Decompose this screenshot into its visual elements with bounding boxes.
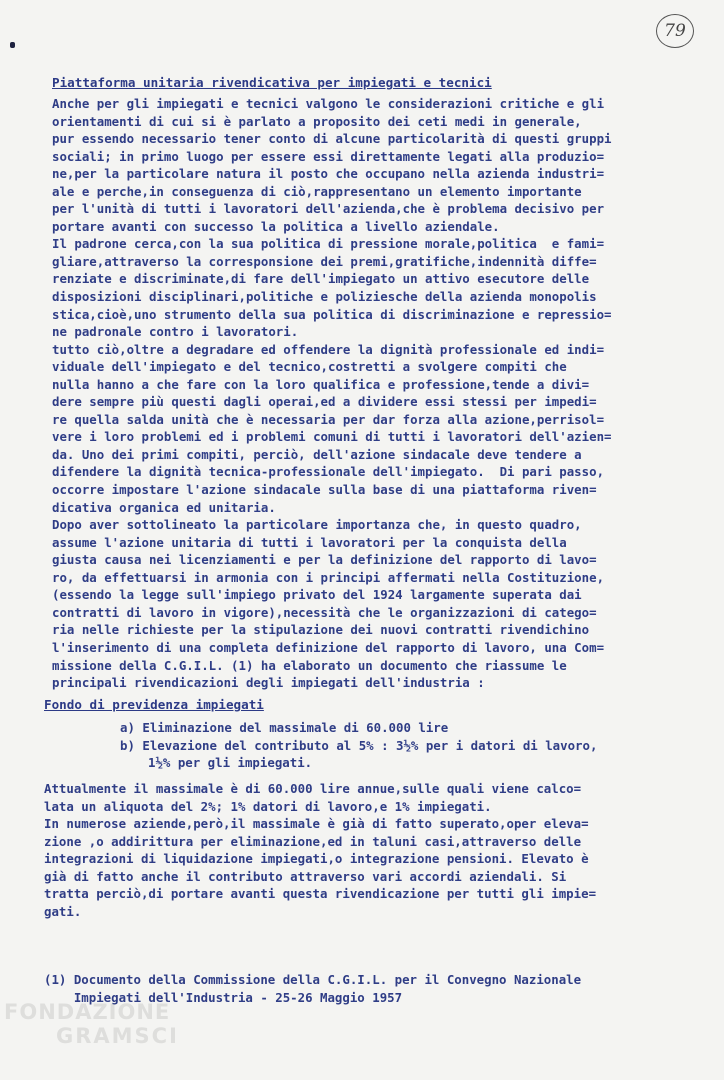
footnote-line: Impiegati dell'Industria - 25-26 Maggio 1957 — [44, 990, 403, 1005]
text-line: ne,per la particolare natura il posto che occupano nella azienda industri= — [52, 166, 605, 182]
text-line: In numerose aziende,però,il massimale è già di fatto superato,oper eleva= — [44, 816, 589, 832]
text-line: missione della C.G.I.L. (1) ha elaborato un documento che riassume le — [52, 657, 567, 673]
text-line: integrazioni di liquidazione impiegati,o integrazione pensioni. Elevato è — [44, 851, 589, 867]
text-line: viduale dell'impiegato e del tecnico,costretti a svolgere compiti che — [52, 359, 567, 375]
text-line: vere i loro problemi ed i problemi comuni di tutti i lavoratori dell'azien= — [52, 429, 612, 445]
text-line: tratta perciò,di portare avanti questa rivendicazione per tutti gli impie= — [44, 886, 597, 902]
list-item: b) Elevazione del contributo al 5% : 3½% per i datori di lavoro, — [120, 737, 598, 753]
text-line: orientamenti di cui si è parlato a proposito dei ceti medi in generale, — [52, 113, 582, 129]
footnote-line: (1) Documento della Commissione della C.G.I.L. per il Convegno Nazionale — [44, 972, 582, 987]
page-number: 79 — [656, 14, 694, 48]
text-line: zione ,o addirittura per eliminazione,ed in taluni casi,attraverso delle — [44, 833, 582, 849]
text-line: Il padrone cerca,con la sua politica di pressione morale,politica e fami= — [52, 236, 605, 252]
text-line: ria nelle richieste per la stipulazione dei nuovi contratti rivendichino — [52, 622, 590, 638]
text-line: per l'unità di tutti i lavoratori dell'azienda,che è problema decisivo per — [52, 201, 605, 217]
text-line: portare avanti con successo la politica a livello aziendale. — [52, 218, 500, 234]
text-line: gliare,attraverso la corresponsione dei premi,gratifiche,indennità diffe= — [52, 253, 597, 269]
text-line: gati. — [44, 903, 82, 919]
text-line: dere sempre più questi dagli operai,ed a dividere essi stessi per impedi= — [52, 394, 597, 410]
text-line: tutto ciò,oltre a degradare ed offendere la dignità professionale ed indi= — [52, 341, 605, 357]
text-line: giusta causa nei licenziamenti e per la definizione del rapporto di lavo= — [52, 552, 597, 568]
text-line: ale e perche,in conseguenza di ciò,rappresentano un elemento importante — [52, 183, 582, 199]
text-line: sociali; in primo luogo per essere essi direttamente legati alla produzio= — [52, 148, 605, 164]
text-line: nulla hanno a che fare con la loro qualifica e professione,tende a divi= — [52, 376, 590, 392]
section-heading: Fondo di previdenza impiegati — [44, 697, 264, 712]
text-line: (essendo la legge sull'impiego privato del 1924 largamente superata dai — [52, 587, 582, 603]
text-line: lata un aliquota del 2%; 1% datori di lavoro,e 1% impiegati. — [44, 798, 492, 814]
ink-mark — [10, 42, 15, 48]
text-line: contratti di lavoro in vigore),necessità che le organizzazioni di catego= — [52, 604, 597, 620]
text-line: Anche per gli impiegati e tecnici valgono le considerazioni critiche e gli — [52, 96, 605, 111]
list-item: a) Eliminazione del massimale di 60.000 lire — [120, 720, 449, 735]
text-line: ne padronale contro i lavoratori. — [52, 324, 299, 340]
text-line: stica,cioè,uno strumento della sua politica di discriminazione e repressio= — [52, 306, 612, 322]
watermark-logo — [4, 1000, 179, 1048]
text-line: disposizioni disciplinari,politiche e poliziesche della azienda monopolis — [52, 289, 597, 305]
section-text — [44, 780, 712, 920]
text-line: principali rivendicazioni degli impiegati dell'industria : — [52, 675, 485, 691]
text-line: pur essendo necessario tener conto di alcune particolarità di questi gruppi — [52, 131, 612, 147]
text-line: l'inserimento di una completa definizione del rapporto di lavoro, una Com= — [52, 639, 605, 655]
watermark-line: GRAMSCI — [56, 1024, 179, 1048]
list-item-continuation: 1½% per gli impiegati. — [148, 755, 313, 770]
text-line: occorre impostare l'azione sindacale sulla base di una piattaforma riven= — [52, 482, 597, 498]
body-text — [52, 95, 712, 692]
text-line: già di fatto anche il contributo attraverso vari accordi aziendali. Si — [44, 868, 567, 884]
watermark-line: FONDAZIONE — [4, 1000, 171, 1024]
text-line: renziate e discriminate,di fare dell'impiegato un attivo esecutore delle — [52, 271, 590, 287]
text-line: difendere la dignità tecnica-professionale dell'impiegato. Di pari passo, — [52, 464, 605, 480]
text-line: da. Uno dei primi compiti, perciò, dell'azione sindacale deve tendere a — [52, 446, 582, 462]
text-line: dicativa organica ed unitaria. — [52, 499, 276, 515]
text-line: Attualmente il massimale è di 60.000 lire annue,sulle quali viene calco= — [44, 781, 582, 796]
document-title: Piattaforma unitaria rivendicativa per impiegati e tecnici — [52, 75, 492, 90]
text-line: re quella salda unità che è necessaria per dar forza alla azione,perrisol= — [52, 411, 605, 427]
demands-list — [120, 719, 710, 772]
text-line: Dopo aver sottolineato la particolare importanza che, in questo quadro, — [52, 517, 582, 533]
text-line: assume l'azione unitaria di tutti i lavoratori per la conquista della — [52, 534, 567, 550]
text-line: ro, da effettuarsi in armonia con i principi affermati nella Costituzione, — [52, 569, 605, 585]
